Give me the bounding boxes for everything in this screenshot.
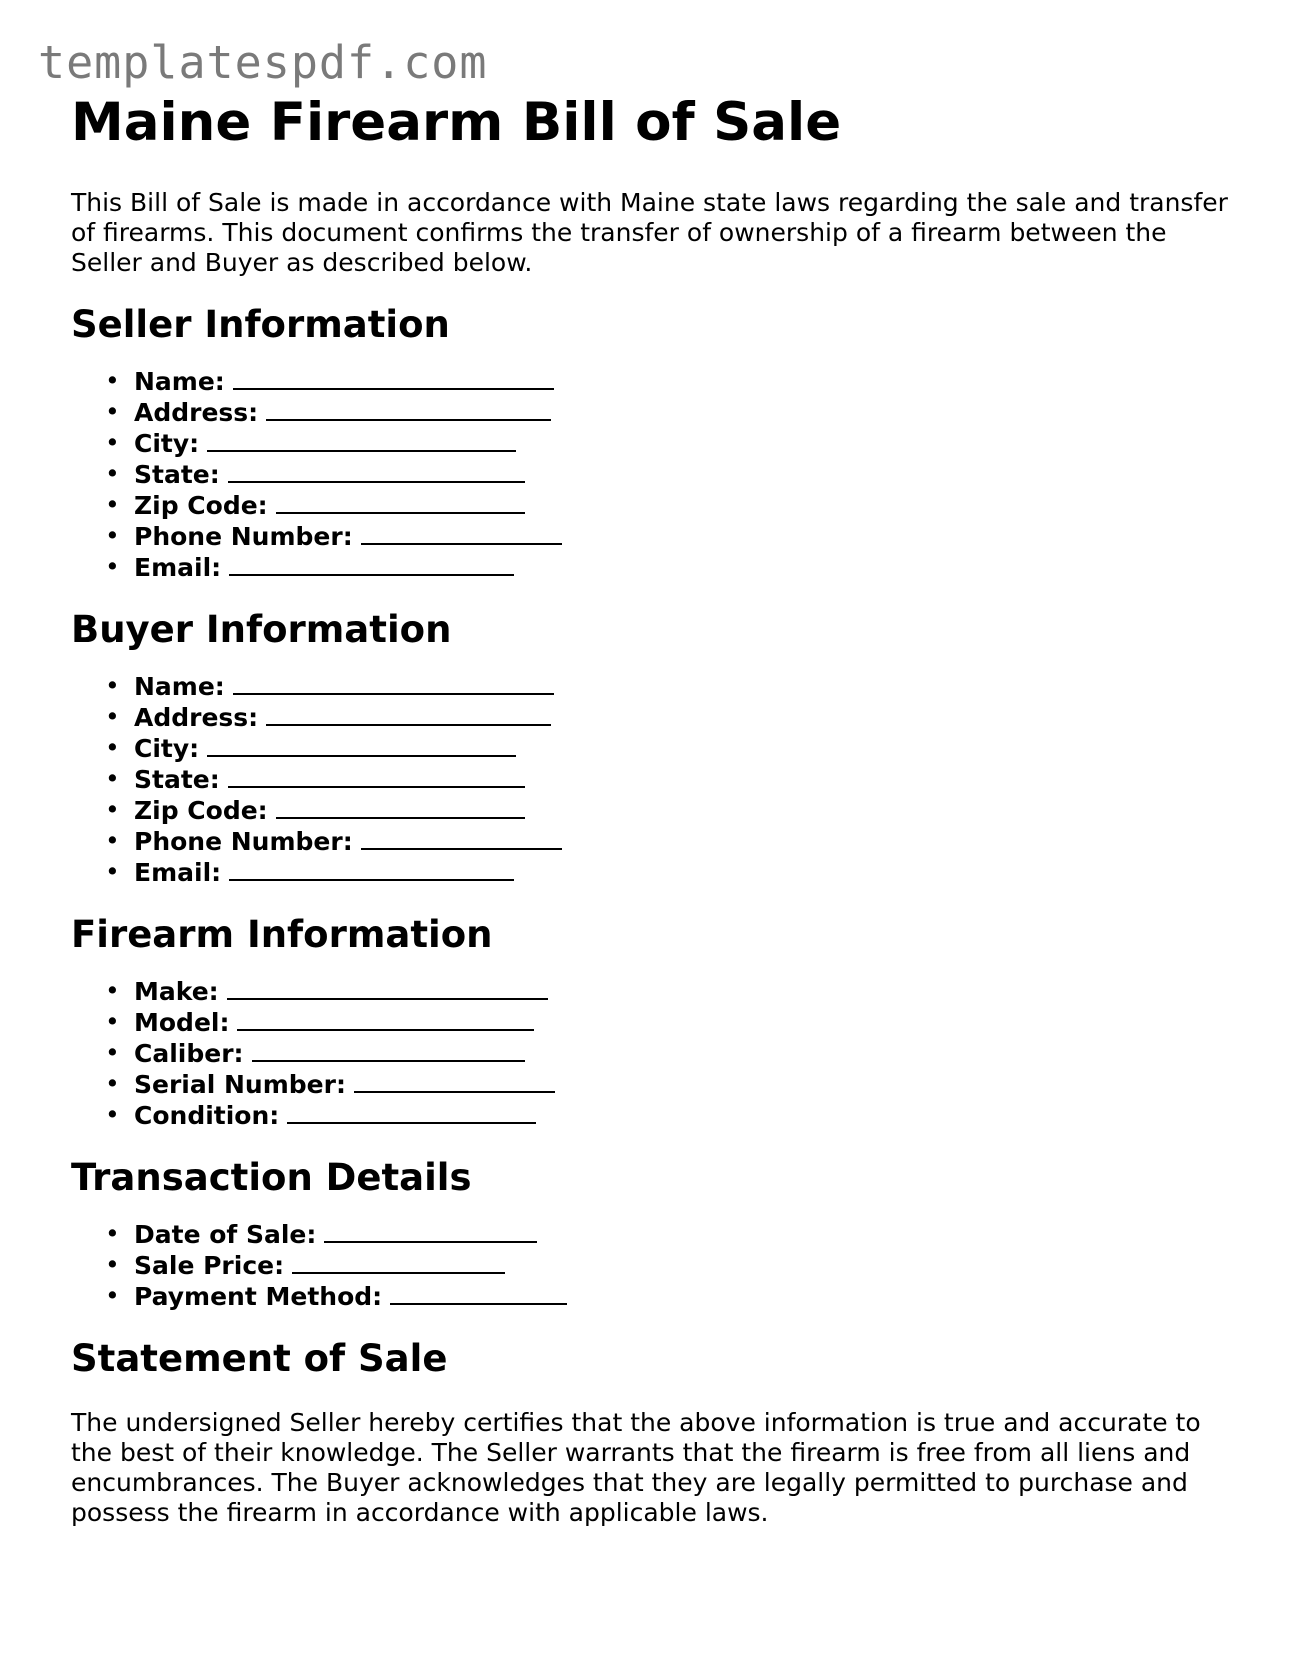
bullet-icon: • [105,976,120,1005]
firearm-caliber-input-line[interactable] [252,1038,525,1062]
firearm-serial-input-line[interactable] [354,1069,555,1093]
bullet-icon: • [105,671,120,700]
sale-price-input-line[interactable] [292,1250,505,1274]
firearm-caliber-field: • Caliber: [105,1038,1231,1069]
buyer-email-field: • Email: [105,857,1231,888]
document-title: Maine Firearm Bill of Sale [71,92,842,153]
bullet-icon: • [105,733,120,762]
seller-state-field: • State: [105,459,1231,490]
bullet-icon: • [105,826,120,855]
bullet-icon: • [105,702,120,731]
statement-heading: Statement of Sale [71,1337,448,1380]
seller-phone-field: • Phone Number: [105,521,1231,552]
bullet-icon: • [105,1038,120,1067]
bullet-icon: • [105,366,120,395]
firearm-model-field: • Model: [105,1007,1231,1038]
seller-field-list [71,366,1231,583]
buyer-address-field: • Address: [105,702,1231,733]
bullet-icon: • [105,764,120,793]
payment-method-input-line[interactable] [390,1281,567,1305]
buyer-phone-input-line[interactable] [361,826,562,850]
buyer-zip-input-line[interactable] [276,795,525,819]
firearm-make-input-line[interactable] [227,976,548,1000]
bullet-icon: • [105,428,120,457]
buyer-city-field: • City: [105,733,1231,764]
seller-state-input-line[interactable] [228,459,525,483]
buyer-state-field: • State: [105,764,1231,795]
bullet-icon: • [105,1069,120,1098]
bullet-icon: • [105,552,120,581]
seller-name-field: • Name: [105,366,1231,397]
seller-email-input-line[interactable] [229,552,514,576]
buyer-city-input-line[interactable] [207,733,516,757]
bullet-icon: • [105,857,120,886]
bullet-icon: • [105,521,120,550]
sale-price-field: • Sale Price: [105,1250,1231,1281]
bullet-icon: • [105,1007,120,1036]
statement-paragraph: The undersigned Seller hereby certifies that the above information is true and accurate to the best of their knowledge. The Seller warrants that the firearm is free from all liens and encumbrances. The Buyer acknowledges that they are legally permitted to purchase and possess the firearm in accordance with applicable laws. [71,1408,1201,1527]
buyer-address-input-line[interactable] [266,702,551,726]
bullet-icon: • [105,1281,120,1310]
firearm-condition-input-line[interactable] [287,1100,536,1124]
bullet-icon: • [105,795,120,824]
seller-email-field: • Email: [105,552,1231,583]
firearm-field-list [71,976,1231,1131]
buyer-heading: Buyer Information [71,608,452,651]
firearm-make-field: • Make: [105,976,1231,1007]
payment-method-field: • Payment Method: [105,1281,1231,1312]
buyer-zip-field: • Zip Code: [105,795,1231,826]
seller-city-input-line[interactable] [207,428,516,452]
buyer-name-input-line[interactable] [233,671,554,695]
bullet-icon: • [105,490,120,519]
seller-name-input-line[interactable] [233,366,554,390]
bullet-icon: • [105,1250,120,1279]
seller-heading: Seller Information [71,303,450,346]
date-of-sale-field: • Date of Sale: [105,1219,1231,1250]
bullet-icon: • [105,1100,120,1129]
bullet-icon: • [105,1219,120,1248]
seller-zip-field: • Zip Code: [105,490,1231,521]
buyer-phone-field: • Phone Number: [105,826,1231,857]
intro-paragraph: This Bill of Sale is made in accordance with Maine state laws regarding the sale and transfer of firearms. This document confirms the transfer of ownership of a firearm between the Seller and Buyer as described below. [71,188,1228,277]
firearm-model-input-line[interactable] [237,1007,534,1031]
firearm-serial-field: • Serial Number: [105,1069,1231,1100]
bullet-icon: • [105,459,120,488]
transaction-heading: Transaction Details [71,1156,472,1199]
buyer-state-input-line[interactable] [228,764,525,788]
date-of-sale-input-line[interactable] [324,1219,537,1243]
buyer-email-input-line[interactable] [229,857,514,881]
seller-address-input-line[interactable] [266,397,551,421]
seller-zip-input-line[interactable] [276,490,525,514]
firearm-heading: Firearm Information [71,913,493,956]
buyer-field-list [71,671,1231,888]
transaction-field-list [71,1219,1231,1312]
bullet-icon: • [105,397,120,426]
seller-city-field: • City: [105,428,1231,459]
buyer-name-field: • Name: [105,671,1231,702]
document-page [71,88,1231,1528]
seller-address-field: • Address: [105,397,1231,428]
seller-phone-input-line[interactable] [361,521,562,545]
watermark: templatespdf.com [38,36,488,89]
firearm-condition-field: • Condition: [105,1100,1231,1131]
